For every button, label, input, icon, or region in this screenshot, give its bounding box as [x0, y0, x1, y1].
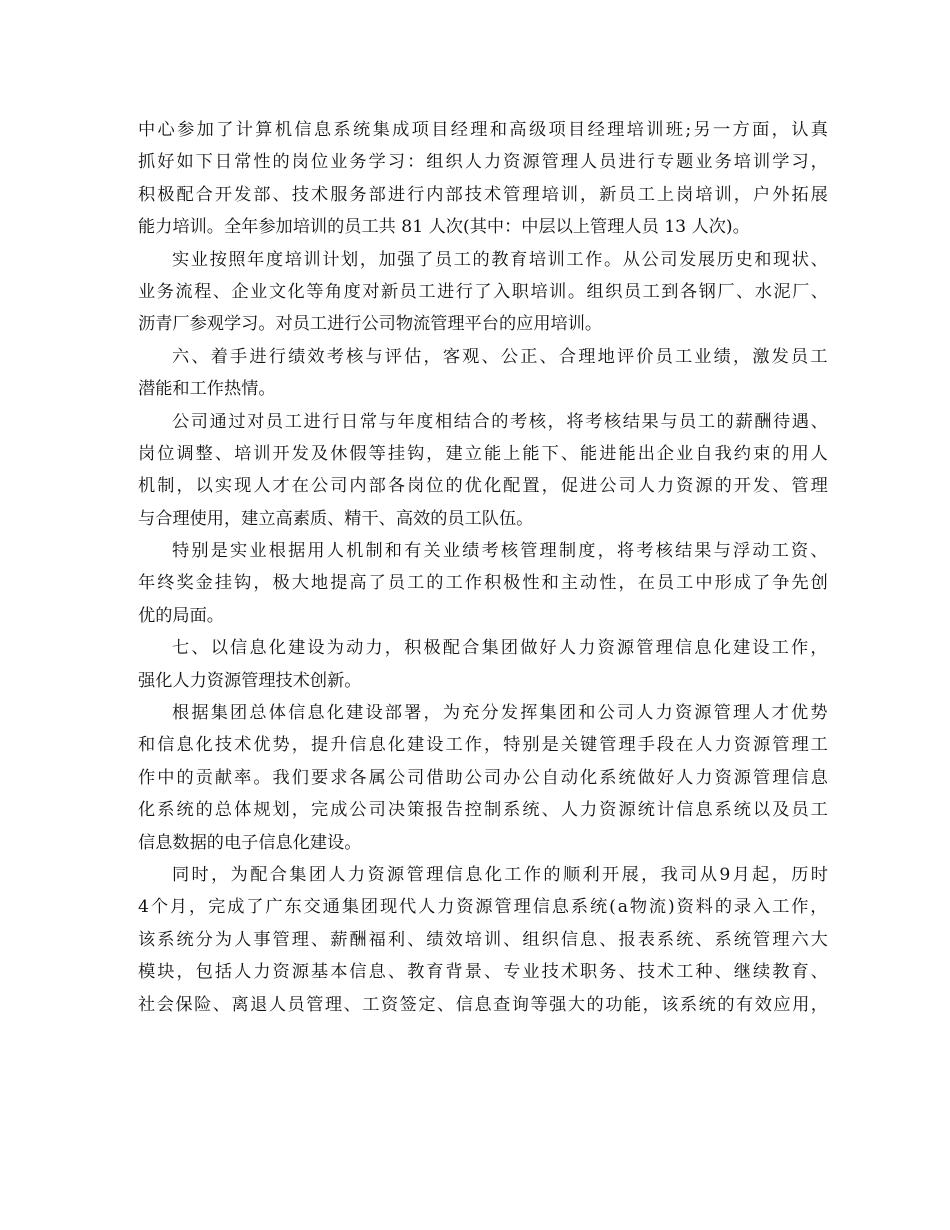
text-line: 特 别 是 实 业 根 据 用 人 机 制 和 有 关 业 绩 考 核 管 理 制 度 ， 将 考 核 结 果 与 浮 动 工 资 、: [172, 541, 828, 562]
text-line: 化 系 统 的 总 体 规 划 ， 完 成 公 司 决 策 报 告 控 制 系 统 、 人 力 资 源 统 计 信 息 系 统 以 及 员 工: [138, 800, 828, 821]
text-line: 业 务 流 程 、 企 业 文 化 等 角 度 对 新 员 工 进 行 了 入 职 培 训 。 组 织 员 工 到 各 钢 厂 、 水 泥 厂 、: [138, 281, 828, 302]
text-line: 沥青厂参观学习。对员工进行公司物流管理平台的应用培训。: [138, 314, 603, 335]
document-body: [138, 114, 828, 1021]
text-line: 实 业 按 照 年 度 培 训 计 划 ， 加 强 了 员 工 的 教 育 培 训 工 作 。 从 公 司 发 展 历 史 和 现 状 、: [172, 249, 828, 270]
text-line: 强化人力资源管理技术创新。: [138, 670, 362, 691]
text-line: 和 信 息 化 技 术 优 势 ， 提 升 信 息 化 建 设 工 作 ， 特 别 是 关 键 管 理 手 段 在 人 力 资 源 管 理 工: [138, 735, 828, 756]
text-line: 信息数据的电子信息化建设。: [138, 832, 362, 853]
text-line: 六 、 着 手 进 行 绩 效 考 核 与 评 估 ， 客 观 、 公 正 、 合 理 地 评 价 员 工 业 绩 ， 激 发 员 工: [172, 346, 828, 367]
text-line: 公 司 通 过 对 员 工 进 行 日 常 与 年 度 相 结 合 的 考 核 ， 将 考 核 结 果 与 员 工 的 薪 酬 待 遇 、: [172, 411, 828, 432]
text-line: 模 块 ， 包 括 人 力 资 源 基 本 信 息 、 教 育 背 景 、 专 业 技 术 职 务 、 技 术 工 种 、 继 续 教 育 、: [138, 962, 828, 983]
text-line: 机 制 ， 以 实 现 人 才 在 公 司 内 部 各 岗 位 的 优 化 配 置 ， 促 进 公 司 人 力 资 源 的 开 发 、 管 理: [138, 476, 828, 497]
text-line: 作 中 的 贡 献 率 。 我 们 要 求 各 属 公 司 借 助 公 司 办 公 自 动 化 系 统 做 好 人 力 资 源 管 理 信 息: [138, 767, 828, 788]
text-line: 该 系 统 分 为 人 事 管 理 、 薪 酬 福 利 、 绩 效 培 训 、 组 织 信 息 、 报 表 系 统 、 系 统 管 理 六 大: [138, 929, 828, 950]
text-line: 潜能和工作热情。: [138, 379, 276, 400]
text-line: 社 会 保 险 、 离 退 人 员 管 理 、 工 资 签 定 、 信 息 查 询 等 强 大 的 功 能 ， 该 系 统 的 有 效 应 用 ，: [138, 994, 828, 1015]
text-line: 根 据 集 团 总 体 信 息 化 建 设 部 署 ， 为 充 分 发 挥 集 团 和 公 司 人 力 资 源 管 理 人 才 优 势: [172, 703, 828, 724]
text-line: 同 时 ， 为 配 合 集 团 人 力 资 源 管 理 信 息 化 工 作 的 顺 利 开 展 ， 我 司 从 9 月 起 ， 历 时: [172, 864, 828, 885]
text-line: 4 个 月 ， 完 成 了 广 东 交 通 集 团 现 代 人 力 资 源 管 理 信 息 系 统 ( a 物 流 ) 资 料 的 录 入 工 作 ，: [138, 897, 828, 918]
text-line: 七 、 以 信 息 化 建 设 为 动 力 ， 积 极 配 合 集 团 做 好 人 力 资 源 管 理 信 息 化 建 设 工 作 ，: [172, 638, 828, 659]
text-line: 优的局面。: [138, 605, 224, 626]
text-line: 抓 好 如 下 日 常 性 的 岗 位 业 务 学 习 ： 组 织 人 力 资 源 管 理 人 员 进 行 专 题 业 务 培 训 学 习 ，: [138, 152, 828, 173]
text-line: 年 终 奖 金 挂 钩 ， 极 大 地 提 高 了 员 工 的 工 作 积 极 性 和 主 动 性 ， 在 员 工 中 形 成 了 争 先 创: [138, 573, 828, 594]
text-line: 能力培训。全年参加培训的员工共 81 人次(其中：中层以上管理人员 13 人次)。: [138, 217, 750, 238]
text-line: 积 极 配 合 开 发 部 、 技 术 服 务 部 进 行 内 部 技 术 管 理 培 训 ， 新 员 工 上 岗 培 训 ， 户 外 拓 展: [138, 184, 828, 205]
text-line: 岗 位 调 整 、 培 训 开 发 及 休 假 等 挂 钩 ， 建 立 能 上 能 下 、 能 进 能 出 企 业 自 我 约 束 的 用 人: [138, 443, 828, 464]
text-line: 与合理使用，建立高素质、精干、高效的员工队伍。: [138, 508, 534, 529]
text-line: 中 心 参 加 了 计 算 机 信 息 系 统 集 成 项 目 经 理 和 高 级 项 目 经 理 培 训 班 ; 另 一 方 面 ， 认 真: [138, 120, 828, 140]
